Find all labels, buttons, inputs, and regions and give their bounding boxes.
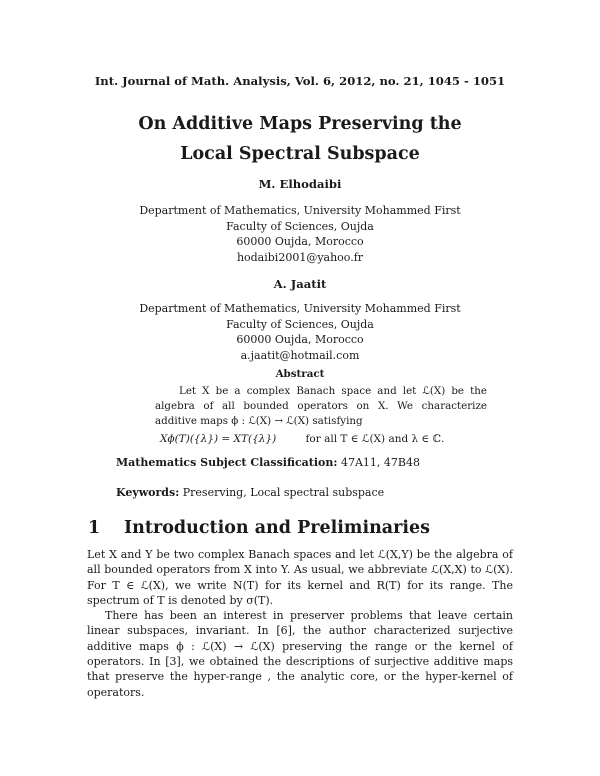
section-body [87, 547, 513, 700]
paper-title-line-2: Local Spectral Subspace [180, 144, 420, 164]
author-email: a.jaatit@hotmail.com [240, 348, 360, 362]
affiliation-line: 60000 Oujda, Morocco [236, 333, 364, 346]
msc-label: Mathematics Subject Classification: [116, 456, 338, 469]
abstract-equation [160, 433, 460, 445]
section-number: 1 [88, 518, 101, 538]
abstract-paragraph: Let X be a complex Banach space and let ℒ(X) be the algebra of all bounded operators on X. We characterize additive maps ϕ : ℒ(X) → ℒ(X) satisfying [155, 385, 487, 427]
paper-title-line-1: On Additive Maps Preserving the [138, 114, 462, 134]
author-email: hodaibi2001@yahoo.fr [236, 250, 364, 264]
equation-formula: Xϕ(T)({λ}) = XT({λ}) [160, 433, 277, 445]
author-name-2: A. Jaatit [273, 277, 327, 291]
author-affiliation-1 [0, 203, 600, 265]
equation-condition: for all T ∈ ℒ(X) and λ ∈ ℂ. [305, 433, 445, 445]
affiliation-line: Faculty of Sciences, Oujda [226, 317, 374, 331]
affiliation-line: Department of Mathematics, University Mohammed First [139, 204, 461, 217]
section-title: Introduction and Preliminaries [124, 518, 431, 538]
section-heading [88, 518, 528, 538]
keywords-label: Keywords: [116, 486, 180, 499]
affiliation-line: Department of Mathematics, University Mohammed First [139, 302, 461, 315]
affiliation-line: 60000 Oujda, Morocco [236, 235, 364, 248]
abstract-heading: Abstract [275, 368, 325, 380]
abstract-text [155, 384, 487, 429]
keywords-value: Preserving, Local spectral subspace [182, 486, 385, 499]
body-paragraph-1: Let X and Y be two complex Banach spaces and let ℒ(X,Y) be the algebra of all bounded operators from X into Y. As usual, we abbreviate ℒ(X,X) to ℒ(X). For T ∈ ℒ(X), we write N(T) for its kernel and R(T) for its range. The spectrum of T is denoted by σ(T). [87, 548, 513, 607]
body-paragraph-2: There has been an interest in preserver problems that leave certain linear subspaces, invariant. In [6], the author characterized surjective additive maps ϕ : ℒ(X) → ℒ(X) preserving the range or the kernel of operators. In [3], we obtained the descriptions of surjective additive maps that preserve the hyper-range , the analytic core, or the hyper-kernel of operators. [87, 609, 513, 699]
author-name-1: M. Elhodaibi [258, 177, 342, 191]
msc-value: 47A11, 47B48 [340, 456, 420, 469]
msc-line [116, 456, 536, 469]
keywords-line [116, 486, 536, 499]
journal-header: Int. Journal of Math. Analysis, Vol. 6, 2012, no. 21, 1045 - 1051 [94, 74, 506, 88]
affiliation-line: Faculty of Sciences, Oujda [226, 219, 374, 233]
author-affiliation-2 [0, 301, 600, 363]
